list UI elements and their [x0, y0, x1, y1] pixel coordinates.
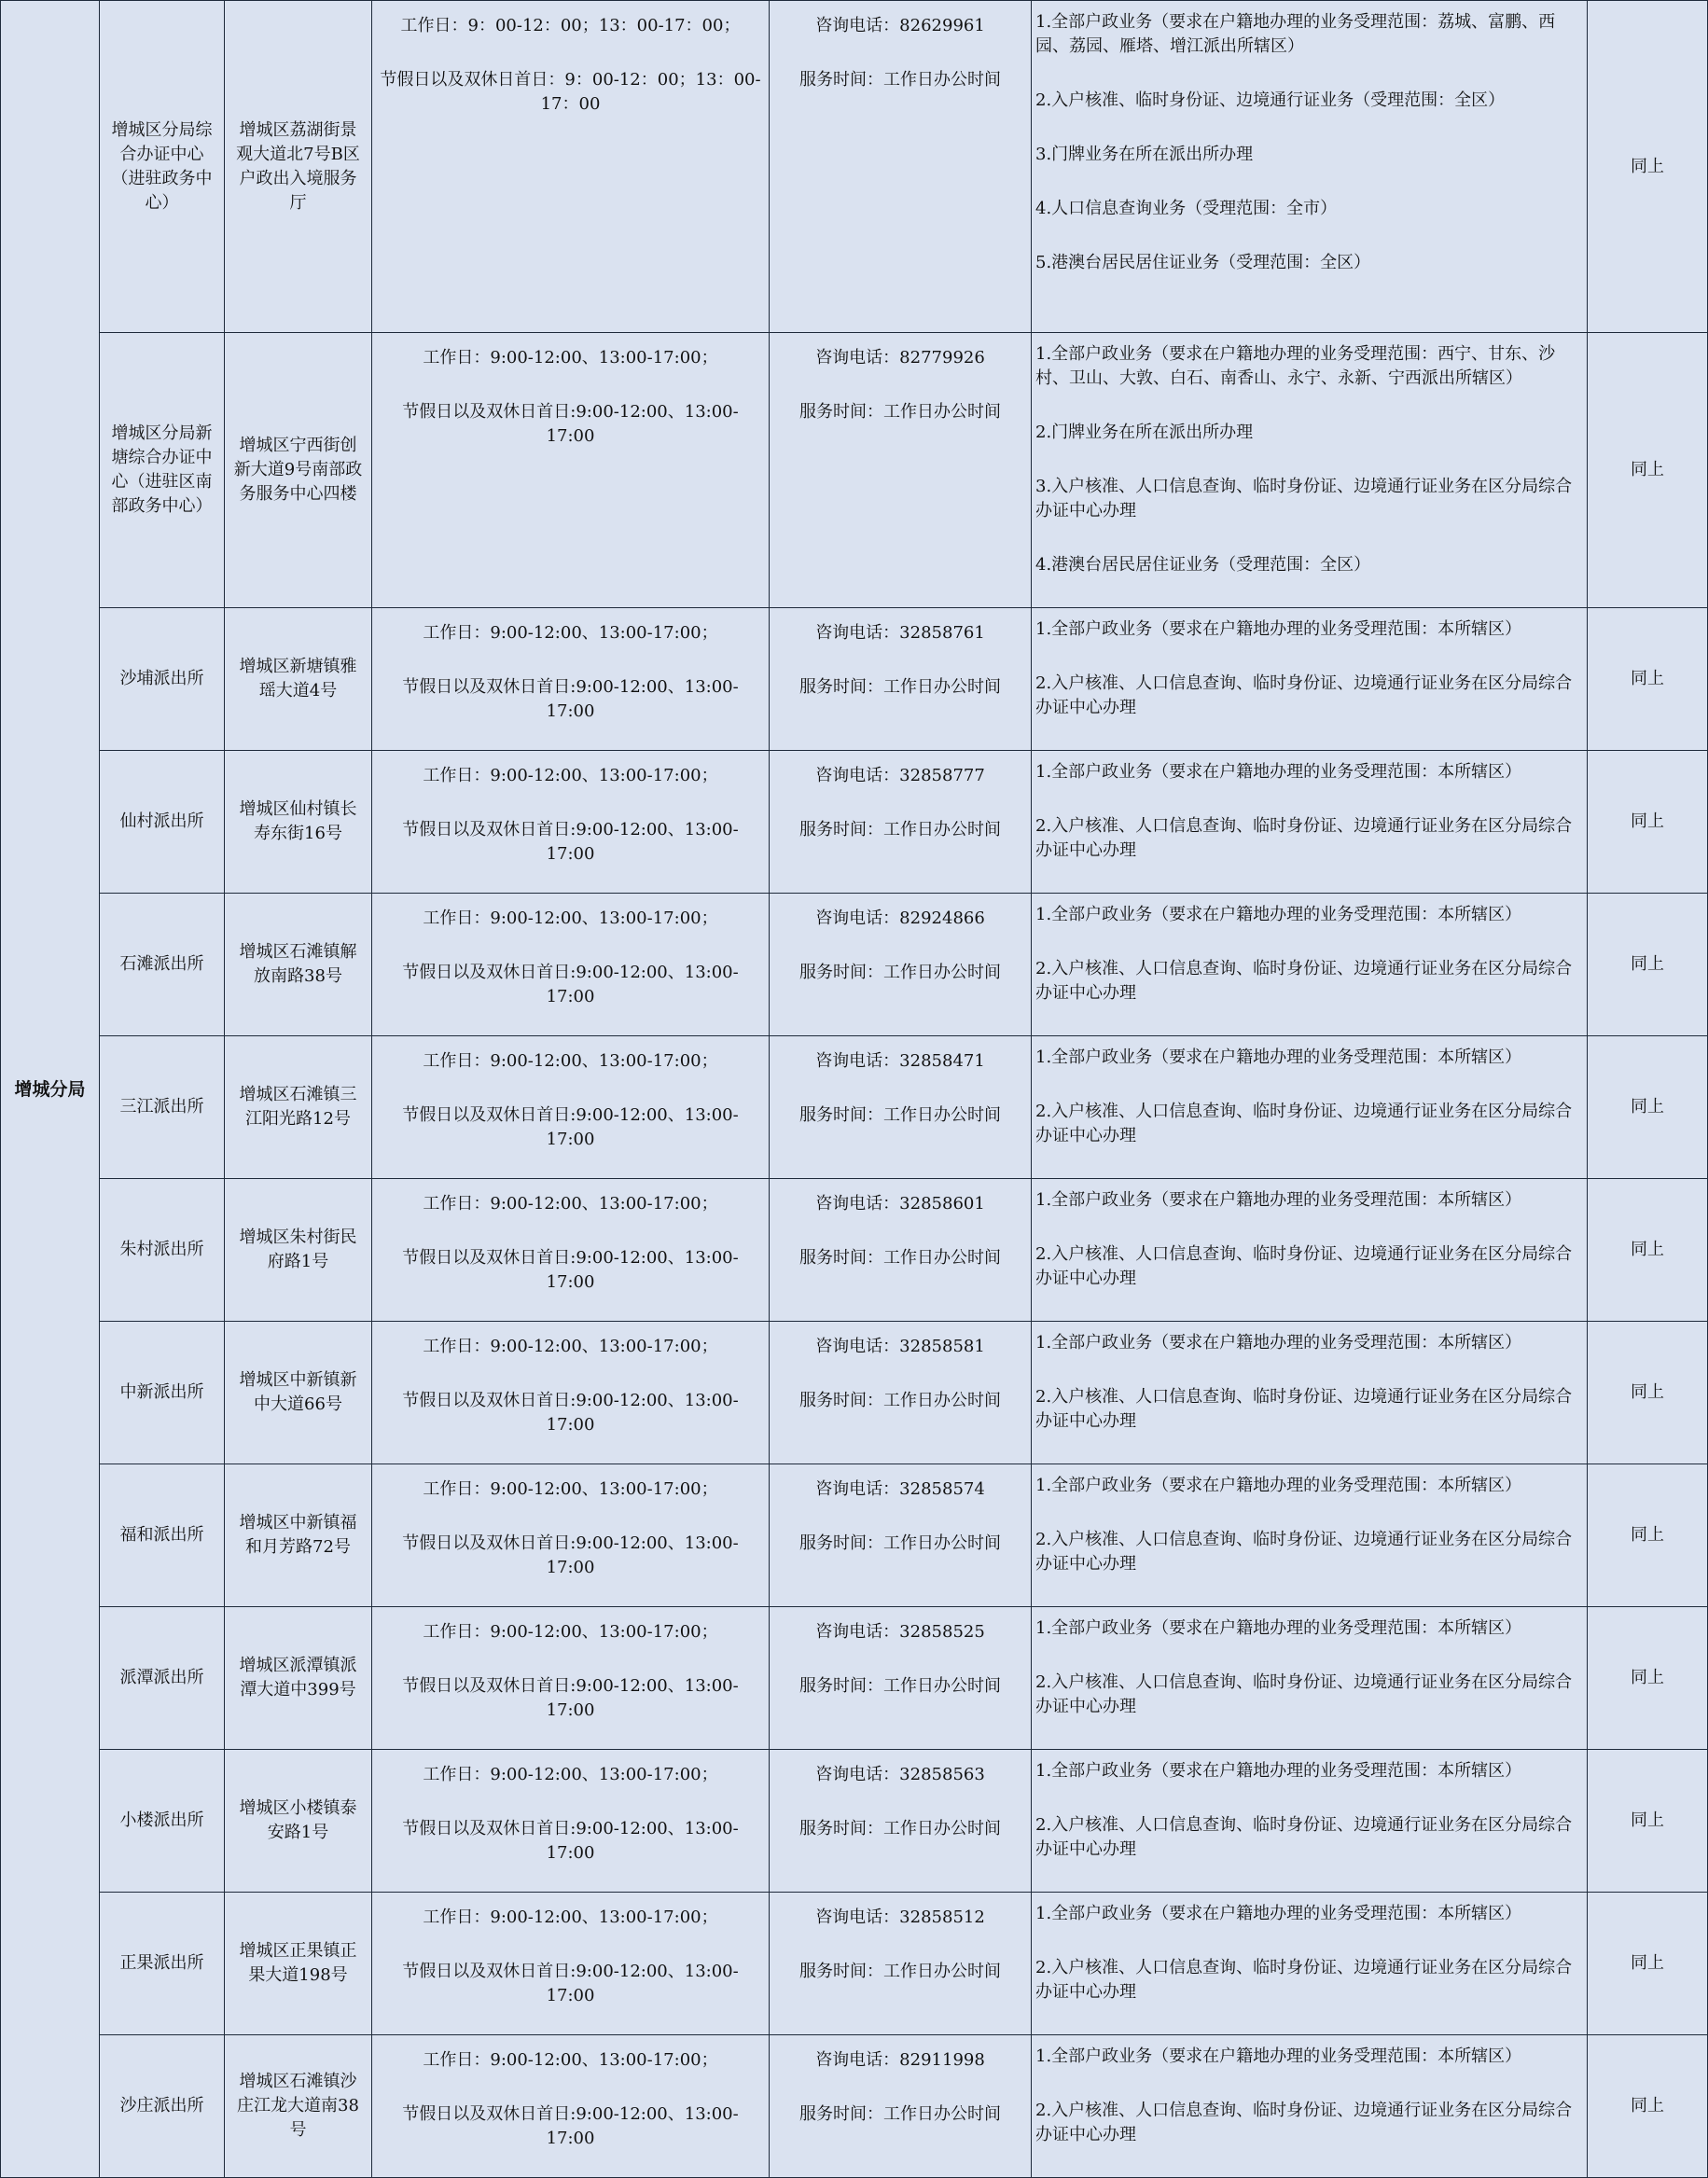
phone: 咨询电话：82911998: [815, 2050, 985, 2070]
phone: 咨询电话：82629961: [815, 16, 985, 35]
office-hours: [372, 894, 770, 1036]
office-hours: [372, 333, 770, 608]
business-scope: [1032, 1, 1588, 333]
office-name: 增城区分局新塘综合办证中心（进驻区南部政务中心）: [100, 333, 225, 608]
hours-workday: 工作日：9:00-12:00、13:00-17:00；: [423, 1051, 718, 1071]
business-scope: [1032, 1036, 1588, 1179]
office-name: 福和派出所: [100, 1464, 225, 1607]
hours-holiday: 节假日以及双休日首日:9:00-12:00、13:00-17:00: [402, 1248, 739, 1292]
hours-workday: 工作日：9:00-12:00、13:00-17:00；: [423, 1622, 718, 1642]
business-item: 3.门牌业务在所在派出所办理: [1035, 145, 1254, 164]
table-row: [1, 1750, 1708, 1893]
note: 同上: [1588, 1464, 1708, 1607]
table-row: [1, 1893, 1708, 2035]
business-item: 2.入户核准、临时身份证、边境通行证业务（受理范围：全区）: [1035, 90, 1506, 110]
hours-workday: 工作日：9:00-12:00、13:00-17:00；: [423, 766, 718, 785]
office-hours: [372, 1893, 770, 2035]
table-row: [1, 751, 1708, 894]
office-address: 增城区荔湖街景观大道北7号B区户政出入境服务厅: [225, 1, 372, 333]
note: 同上: [1588, 608, 1708, 751]
service-time: 服务时间：工作日办公时间: [799, 1533, 1001, 1553]
business-item: 1.全部户政业务（要求在户籍地办理的业务受理范围：本所辖区）: [1035, 1333, 1522, 1353]
office-hours: [372, 1464, 770, 1607]
service-time: 服务时间：工作日办公时间: [799, 1248, 1001, 1268]
business-item: 2.入户核准、人口信息查询、临时身份证、边境通行证业务在区分局综合办证中心办理: [1035, 1530, 1573, 1574]
hours-workday: 工作日：9:00-12:00、13:00-17:00；: [423, 1337, 718, 1356]
business-scope: [1032, 1179, 1588, 1322]
office-contact: [770, 1, 1032, 333]
business-item: 1.全部户政业务（要求在户籍地办理的业务受理范围：本所辖区）: [1035, 2046, 1522, 2066]
hours-holiday: 节假日以及双休日首日:9:00-12:00、13:00-17:00: [402, 820, 739, 864]
phone: 咨询电话：32858574: [815, 1479, 985, 1499]
office-contact: [770, 1750, 1032, 1893]
office-address: 增城区小楼镇泰安路1号: [225, 1750, 372, 1893]
table-row: [1, 1179, 1708, 1322]
office-address: 增城区石滩镇三江阳光路12号: [225, 1036, 372, 1179]
hours-holiday: 节假日以及双休日首日:9:00-12:00、13:00-17:00: [402, 1105, 739, 1149]
table-row: [1, 1036, 1708, 1179]
service-time: 服务时间：工作日办公时间: [799, 2104, 1001, 2124]
note: 同上: [1588, 894, 1708, 1036]
hours-workday: 工作日：9:00-12:00、13:00-17:00；: [423, 2050, 718, 2070]
phone: 咨询电话：32858512: [815, 1907, 985, 1927]
business-item: 2.入户核准、人口信息查询、临时身份证、边境通行证业务在区分局综合办证中心办理: [1035, 1387, 1573, 1431]
office-hours: [372, 1607, 770, 1750]
office-name: 仙村派出所: [100, 751, 225, 894]
note: 同上: [1588, 751, 1708, 894]
business-item: 1.全部户政业务（要求在户籍地办理的业务受理范围：荔城、富鹏、西园、荔园、雁塔、增江派出所辖区）: [1035, 12, 1556, 56]
hours-holiday: 节假日以及双休日首日:9:00-12:00、13:00-17:00: [402, 1962, 739, 2005]
office-name: 三江派出所: [100, 1036, 225, 1179]
office-contact: [770, 1322, 1032, 1464]
service-time: 服务时间：工作日办公时间: [799, 1819, 1001, 1838]
note: 同上: [1588, 1322, 1708, 1464]
business-scope: [1032, 1464, 1588, 1607]
office-name: 沙埔派出所: [100, 608, 225, 751]
office-hours: [372, 1, 770, 333]
office-contact: [770, 608, 1032, 751]
hours-workday: 工作日：9：00-12：00；13：00-17：00；: [400, 16, 741, 35]
hours-holiday: 节假日以及双休日首日:9:00-12:00、13:00-17:00: [402, 1391, 739, 1435]
phone: 咨询电话：32858761: [815, 623, 985, 643]
office-address: 增城区宁西街创新大道9号南部政务服务中心四楼: [225, 333, 372, 608]
business-item: 2.入户核准、人口信息查询、临时身份证、边境通行证业务在区分局综合办证中心办理: [1035, 673, 1573, 717]
service-time: 服务时间：工作日办公时间: [799, 1676, 1001, 1696]
business-scope: [1032, 1750, 1588, 1893]
office-contact: [770, 333, 1032, 608]
office-hours: [372, 751, 770, 894]
office-contact: [770, 1179, 1032, 1322]
phone: 咨询电话：82779926: [815, 348, 985, 368]
hours-holiday: 节假日以及双休日首日:9:00-12:00、13:00-17:00: [402, 1676, 739, 1720]
business-item: 1.全部户政业务（要求在户籍地办理的业务受理范围：本所辖区）: [1035, 1761, 1522, 1781]
hours-workday: 工作日：9:00-12:00、13:00-17:00；: [423, 348, 718, 368]
office-address: 增城区中新镇新中大道66号: [225, 1322, 372, 1464]
table-body: [1, 1, 1708, 2178]
office-name: 派潭派出所: [100, 1607, 225, 1750]
office-contact: [770, 894, 1032, 1036]
office-address: 增城区中新镇福和月芳路72号: [225, 1464, 372, 1607]
business-scope: [1032, 2035, 1588, 2178]
office-address: 增城区石滩镇沙庄江龙大道南38号: [225, 2035, 372, 2178]
business-scope: [1032, 608, 1588, 751]
business-scope: [1032, 1893, 1588, 2035]
office-address: 增城区派潭镇派潭大道中399号: [225, 1607, 372, 1750]
office-hours: [372, 2035, 770, 2178]
business-item: 1.全部户政业务（要求在户籍地办理的业务受理范围：本所辖区）: [1035, 762, 1522, 782]
business-item: 1.全部户政业务（要求在户籍地办理的业务受理范围：本所辖区）: [1035, 1618, 1522, 1638]
office-hours: [372, 1322, 770, 1464]
office-name: 小楼派出所: [100, 1750, 225, 1893]
hours-holiday: 节假日以及双休日首日:9:00-12:00、13:00-17:00: [402, 677, 739, 721]
office-contact: [770, 1607, 1032, 1750]
business-item: 2.入户核准、人口信息查询、临时身份证、边境通行证业务在区分局综合办证中心办理: [1035, 1815, 1573, 1859]
phone: 咨询电话：32858563: [815, 1765, 985, 1784]
office-contact: [770, 751, 1032, 894]
table-row: [1, 1607, 1708, 1750]
hours-holiday: 节假日以及双休日首日：9：00-12：00；13：00-17：00: [380, 70, 761, 114]
business-item: 2.入户核准、人口信息查询、临时身份证、边境通行证业务在区分局综合办证中心办理: [1035, 1958, 1573, 2002]
office-hours: [372, 608, 770, 751]
office-address: 增城区石滩镇解放南路38号: [225, 894, 372, 1036]
note: 同上: [1588, 1179, 1708, 1322]
branch-name: 增城分局: [1, 1, 100, 2178]
hours-holiday: 节假日以及双休日首日:9:00-12:00、13:00-17:00: [402, 402, 739, 446]
office-address: 增城区新塘镇雅瑶大道4号: [225, 608, 372, 751]
hours-workday: 工作日：9:00-12:00、13:00-17:00；: [423, 1765, 718, 1784]
business-item: 4.人口信息查询业务（受理范围：全市）: [1035, 199, 1338, 218]
phone: 咨询电话：32858525: [815, 1622, 985, 1642]
phone: 咨询电话：32858777: [815, 766, 985, 785]
service-time: 服务时间：工作日办公时间: [799, 963, 1001, 982]
business-item: 2.入户核准、人口信息查询、临时身份证、边境通行证业务在区分局综合办证中心办理: [1035, 2101, 1573, 2144]
table-row: [1, 2035, 1708, 2178]
office-contact: [770, 2035, 1032, 2178]
office-hours: [372, 1750, 770, 1893]
hours-workday: 工作日：9:00-12:00、13:00-17:00；: [423, 909, 718, 928]
phone: 咨询电话：82924866: [815, 909, 985, 928]
business-item: 5.港澳台居民居住证业务（受理范围：全区）: [1035, 253, 1371, 272]
note: 同上: [1588, 333, 1708, 608]
business-item: 2.入户核准、人口信息查询、临时身份证、边境通行证业务在区分局综合办证中心办理: [1035, 816, 1573, 860]
business-item: 4.港澳台居民居住证业务（受理范围：全区）: [1035, 555, 1371, 575]
note: 同上: [1588, 1750, 1708, 1893]
office-name: 石滩派出所: [100, 894, 225, 1036]
table-row: [1, 333, 1708, 608]
business-item: 1.全部户政业务（要求在户籍地办理的业务受理范围：西宁、甘东、沙村、卫山、大敦、白石、南香山、永宁、永新、宁西派出所辖区）: [1035, 344, 1556, 388]
office-address: 增城区正果镇正果大道198号: [225, 1893, 372, 2035]
office-name: 朱村派出所: [100, 1179, 225, 1322]
hours-holiday: 节假日以及双休日首日:9:00-12:00、13:00-17:00: [402, 2104, 739, 2148]
hours-workday: 工作日：9:00-12:00、13:00-17:00；: [423, 1907, 718, 1927]
service-time: 服务时间：工作日办公时间: [799, 677, 1001, 697]
business-item: 1.全部户政业务（要求在户籍地办理的业务受理范围：本所辖区）: [1035, 1904, 1522, 1923]
business-item: 1.全部户政业务（要求在户籍地办理的业务受理范围：本所辖区）: [1035, 1476, 1522, 1495]
business-item: 1.全部户政业务（要求在户籍地办理的业务受理范围：本所辖区）: [1035, 1047, 1522, 1067]
phone: 咨询电话：32858601: [815, 1194, 985, 1214]
note: 同上: [1588, 1607, 1708, 1750]
office-hours: [372, 1179, 770, 1322]
service-time: 服务时间：工作日办公时间: [799, 402, 1001, 422]
service-time: 服务时间：工作日办公时间: [799, 1962, 1001, 1981]
table-row: [1, 608, 1708, 751]
note: 同上: [1588, 1036, 1708, 1179]
office-contact: [770, 1464, 1032, 1607]
business-item: 1.全部户政业务（要求在户籍地办理的业务受理范围：本所辖区）: [1035, 905, 1522, 924]
hours-workday: 工作日：9:00-12:00、13:00-17:00；: [423, 623, 718, 643]
table-row: [1, 1322, 1708, 1464]
hours-holiday: 节假日以及双休日首日:9:00-12:00、13:00-17:00: [402, 1533, 739, 1577]
business-scope: [1032, 1607, 1588, 1750]
business-item: 1.全部户政业务（要求在户籍地办理的业务受理范围：本所辖区）: [1035, 619, 1522, 639]
hours-workday: 工作日：9:00-12:00、13:00-17:00；: [423, 1479, 718, 1499]
office-name: 正果派出所: [100, 1893, 225, 2035]
phone: 咨询电话：32858471: [815, 1051, 985, 1071]
phone: 咨询电话：32858581: [815, 1337, 985, 1356]
business-scope: [1032, 751, 1588, 894]
business-item: 3.入户核准、人口信息查询、临时身份证、边境通行证业务在区分局综合办证中心办理: [1035, 477, 1573, 520]
business-item: 2.门牌业务在所在派出所办理: [1035, 423, 1254, 442]
note: 同上: [1588, 1, 1708, 333]
hours-workday: 工作日：9:00-12:00、13:00-17:00；: [423, 1194, 718, 1214]
business-scope: [1032, 894, 1588, 1036]
note: 同上: [1588, 2035, 1708, 2178]
business-item: 1.全部户政业务（要求在户籍地办理的业务受理范围：本所辖区）: [1035, 1190, 1522, 1210]
office-name: 中新派出所: [100, 1322, 225, 1464]
service-time: 服务时间：工作日办公时间: [799, 1105, 1001, 1125]
office-contact: [770, 1036, 1032, 1179]
table-row: [1, 894, 1708, 1036]
service-time: 服务时间：工作日办公时间: [799, 70, 1001, 90]
office-hours: [372, 1036, 770, 1179]
office-address: 增城区朱村街民府路1号: [225, 1179, 372, 1322]
note: 同上: [1588, 1893, 1708, 2035]
service-time: 服务时间：工作日办公时间: [799, 820, 1001, 839]
hours-holiday: 节假日以及双休日首日:9:00-12:00、13:00-17:00: [402, 963, 739, 1006]
hours-holiday: 节假日以及双休日首日:9:00-12:00、13:00-17:00: [402, 1819, 739, 1863]
business-item: 2.入户核准、人口信息查询、临时身份证、边境通行证业务在区分局综合办证中心办理: [1035, 959, 1573, 1003]
business-scope: [1032, 1322, 1588, 1464]
office-contact: [770, 1893, 1032, 2035]
office-name: 增城区分局综合办证中心（进驻政务中心）: [100, 1, 225, 333]
office-name: 沙庄派出所: [100, 2035, 225, 2178]
table-row: [1, 1464, 1708, 1607]
business-item: 2.入户核准、人口信息查询、临时身份证、边境通行证业务在区分局综合办证中心办理: [1035, 1244, 1573, 1288]
business-item: 2.入户核准、人口信息查询、临时身份证、边境通行证业务在区分局综合办证中心办理: [1035, 1672, 1573, 1716]
table-row: [1, 1, 1708, 333]
business-scope: [1032, 333, 1588, 608]
business-item: 2.入户核准、人口信息查询、临时身份证、边境通行证业务在区分局综合办证中心办理: [1035, 1102, 1573, 1145]
office-address: 增城区仙村镇长寿东街16号: [225, 751, 372, 894]
service-time: 服务时间：工作日办公时间: [799, 1391, 1001, 1410]
